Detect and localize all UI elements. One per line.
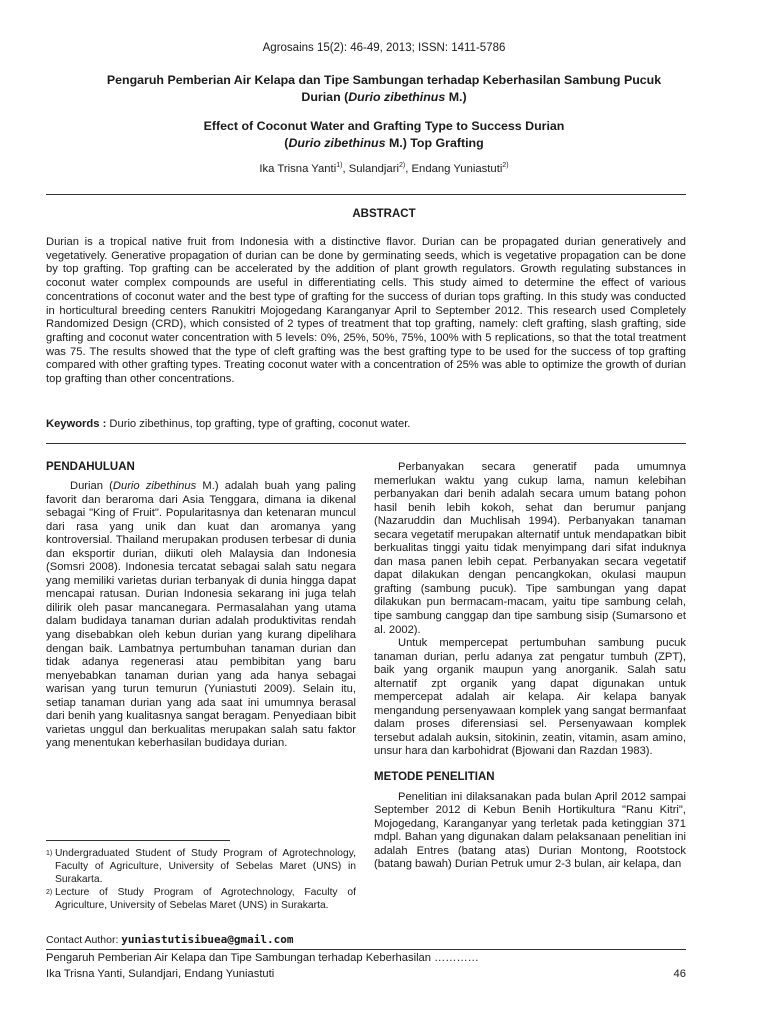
keywords-list: Durio zibethinus, top grafting, type of grafting, coconut water. xyxy=(106,418,411,430)
author-3: , Endang Yuniastuti xyxy=(405,162,503,175)
author-1: Ika Trisna Yanti xyxy=(259,162,337,175)
paragraph: Penelitian ini dilaksanakan pada bulan April 2012 sampai September 2012 di Kebun Benih Hortikultura "Ranu Kitri", Mojogedang, Karanganyar yang terletak pada ketinggian 371 mdpl. Bahan yang digunakan dalam pelaksanaan penelitian ini adalah Entres (batang atas) Durian Montong, Rootstock (batang bawah) Durian Petruk umur 2-3 bulan, air kelapa, dan xyxy=(374,790,686,871)
page-number: 46 xyxy=(673,968,686,980)
left-column-body xyxy=(46,480,356,751)
running-authors: Ika Trisna Yanti, Sulandjari, Endang Yuniastuti xyxy=(46,968,275,980)
running-title: Pengaruh Pemberian Air Kelapa dan Tipe Sambungan terhadap Keberhasilan ………… xyxy=(46,952,479,964)
paragraph: Untuk mempercepat pertumbuhan sambung pucuk tanaman durian, perlu adanya zat pengatur tumbuh (ZPT), baik yang organik maupun yang anorganik. Salah satu alternatif zpt organik yang dapat digunakan untuk mempercepat adalah air kelapa. Air kelapa banyak mengandung persenyawaan komplek yang sangat bermanfaat dalam proses diferensiasi sel. Persenyawaan komplek tersebut adalah auksin, sitokinin, zeatin, vitamin, asam amino, unsur hara dan karbohidrat (Bjowani dan Razdan 1983). xyxy=(374,637,686,758)
footnote-2: 2) Lecture of Study Program of Agrotechnology, Faculty of Agriculture, University of Sebelas Maret (UNS) in Surakarta. xyxy=(46,887,356,911)
title-english-line2: (Durio zibethinus M.) Top Grafting xyxy=(284,136,484,150)
author-list: Ika Trisna Yanti$^{1)}$, Sulandjari$^{2)}$, Endang Yuniastuti$^{2)}$ xyxy=(259,162,509,175)
paragraph: Perbanyakan secara generatif pada umumnya memerlukan waktu yang cukup lama, namun kelebihan perbanyakan dari benih adalah secara umum batang pohon hasil benih lebih kokoh, sehat dan berumur panjang (Nazaruddin dan Muchlisah 1994). Perbanyakan tanaman secara vegetatif merupakan alternatif untuk mendapatkan bibit berkualitas tinggi yaitu tidak menyimpang dari sifat induknya dan masa panen lebih cepat. Perbanyakan secara vegetatif dapat dilakukan dengan pencangkokan, okulasi maupun grafting (sambung pucuk). Tipe sambungan yang dapat dilakukan pun bermacam-macam, yaitu tipe sambung celah, tipe sambung canggap dan tipe sambung sisip (Sumarsono et al. 2002). xyxy=(374,461,686,636)
abstract-body: Durian is a tropical native fruit from Indonesia with a distinctive flavor. Durian can be propagated durian generatively and vegetatively. Generative propagation of durian can be done by germinating seeds, which is vegetative propagation can be done by top grafting. Top grafting can be accelerated by the addition of plant growth regulators. Growth regulating substances in coconut water complex compounds are useful in differentiating cells. This study aimed to determine the effect of various concentrations of coconut water and the best type of grafting for the success of durian tops grafting. In this study was conducted in horticultural breeding centers Ranukitri Mojogedang Karanganyar April to September 2012. This research used Completely Randomized Design (CRD), which consisted of 2 types of treatment that top grafting, namely: cleft grafting, slash grafting, side grafting and coconut water concentration with 5 levels: 0%, 25%, 50%, 75%, 100% with 5 replications, so that the total treatment was 75. The results showed that the type of cleft grafting was the best grafting type to be used for the success of top grafting compared with other grafting types. Treating coconut water with a concentration of 25% was able to optimize the growth of durian top grafting than other concentrations. xyxy=(46,236,686,386)
species-name: Durio zibethinus xyxy=(348,90,446,104)
title-indonesian xyxy=(40,72,728,106)
right-column-body xyxy=(374,461,686,872)
title-indonesian-line2: Durian (Durio zibethinus M.) xyxy=(301,90,467,104)
footnote-divider xyxy=(46,840,230,841)
footnote-1: 1) Undergraduated Student of Study Program of Agrotechnology, Faculty of Agriculture, University of Sebelas Maret (UNS) in Surakarta. xyxy=(46,848,356,885)
keywords xyxy=(46,418,686,430)
paragraph: Durian (Durio zibethinus M.) adalah buah yang paling favorit dan beraroma dari Asia Tenggara, dimana ia dikenal sebagai "King of Fruit". Popularitasnya dan ketenaran muncul dari rasa yang unik dan kuat dan aromanya yang kontroversial. Thailand merupakan produsen terbesar di dunia dan eksportir durian, diikuti oleh Malaysia dan Indonesia (Somsri 2008). Indonesia tercatat sebagai salah satu negara yang memiliki varietas durian terbanyak di dunia hingga dapat mencapai ratusan. Durian Indonesia sekarang ini juga telah dilirik oleh pasar mancanegara. Permasalahan yang utama dalam budidaya tanaman durian adalah produktivitas rendah yang disebabkan oleh kebun durian yang kurang dipelihara dengan baik. Lambatnya pertumbuhan tanaman durian dan tidak adanya regenerasi atau pembibitan yang baru menyebabkan tanaman durian yang ada hanya sebagai warisan yang turun temurun (Yuniastuti 2009). Selain itu, setiap tanaman durian yang ada saat ini umumnya berasal dari benih yang kualitasnya sangat beragam. Penyediaan bibit varietas unggul dan berkualitas merupakan salah satu faktor yang menentukan keberhasilan budidaya durian. xyxy=(46,480,356,750)
footer-divider xyxy=(46,949,686,950)
title-english-line1: Effect of Coconut Water and Grafting Type to Success Durian xyxy=(203,119,565,133)
author-2: , Sulandjari xyxy=(342,162,399,175)
abstract-divider xyxy=(46,443,686,444)
species-name: Durio zibethinus xyxy=(288,136,386,150)
keywords-label: Keywords : xyxy=(46,418,107,430)
contact-author: Contact Author: yuniastutisibuea@gmail.com xyxy=(46,933,294,946)
abstract-heading: ABSTRACT xyxy=(352,208,416,220)
section-heading-pendahuluan: PENDAHULUAN xyxy=(46,461,135,473)
journal-citation: Agrosains 15(2): 46-49, 2013; ISSN: 1411-5786 xyxy=(262,42,506,54)
section-heading-metode: METODE PENELITIAN xyxy=(374,771,495,784)
title-english xyxy=(40,118,728,152)
header-divider xyxy=(46,194,686,195)
contact-email[interactable]: yuniastutisibuea@gmail.com xyxy=(121,933,294,946)
title-indonesian-line1: Pengaruh Pemberian Air Kelapa dan Tipe Sambungan terhadap Keberhasilan Sambung Pucuk xyxy=(106,73,662,87)
